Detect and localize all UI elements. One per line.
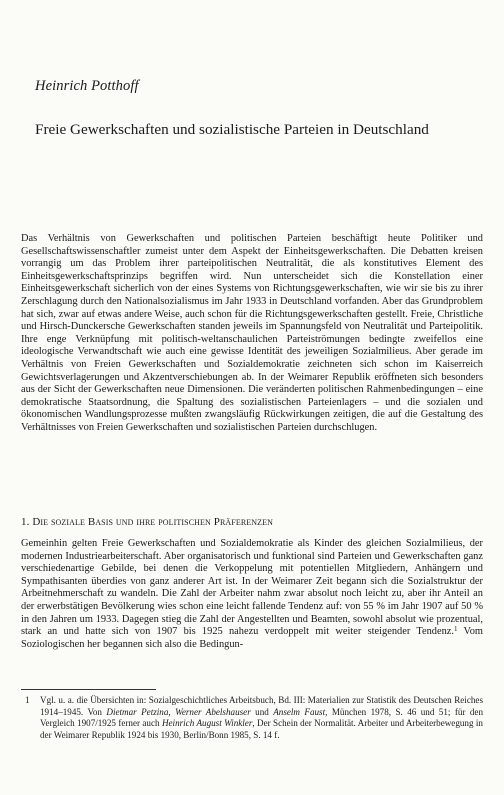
body-paragraph xyxy=(21,538,483,651)
section-title: Die soziale Basis und ihre politischen Präferenzen xyxy=(32,516,273,528)
footnote xyxy=(21,695,483,741)
footnote-seg-1: Vgl. u. a. die Übersichten in: Sozialgeschichtliches Arbeitsbuch, Bd. III: Materialien zur Statistik des Deutschen Reiches 1914–1945. Von xyxy=(40,695,483,717)
author-name: Heinrich Potthoff xyxy=(35,78,139,94)
footnote-number: 1 xyxy=(25,695,30,705)
footnote-seg-2: und xyxy=(250,706,274,717)
footnote-divider xyxy=(21,689,156,690)
footnote-seg-4: , Der Schein der Normalität. Arbeiter und Arbeiterbewegung in der Weimarer Republik 1924 bis 1930, Berlin/Bonn 1985, S. 14 f. xyxy=(40,718,483,740)
abstract-paragraph: Das Verhältnis von Gewerkschaften und politischen Parteien beschäftigt heute Politiker und Gesellschaftswissenschaftler zumeist unter dem Aspekt der Einheitsgewerkschaften. Die Debatten kreisen vorrangig um das Problem ihrer parteipolitischen Neutralität, die als konstitutives Element des Einheitsgewerkschaftsprinzips begriffen wird. Nun unterscheidet sich die Konstellation einer Einheitsgewerkschaft sicherlich von der eines Systems von Richtungsgewerkschaften, wie wir sie bis zu ihrer Zerschlagung durch den Nationalsozialismus im Jahr 1933 in Deutschland vorfanden. Aber das Grundproblem hat sich, zwar auf etwas andere Weise, auch schon für die Richtungsgewerkschaften gestellt. Freie, Christliche und Hirsch-Dunckersche Gewerkschaften standen jeweils im Spannungsfeld von Neutralität und Parteipolitik. Ihre enge Verknüpfung mit politisch-weltanschaulichen Parteiströmungen bedingte zweifellos eine ideologische Verwandtschaft wie auch eine gewisse Identität des jeweiligen Sozialmilieus. Aber gerade im Verhältnis von Freien Gewerkschaften und Sozialdemokratie zeichneten sich schon im Kaiserreich Gewichtsverlagerungen und Akzentverschiebungen ab. In der Weimarer Republik eröffneten sich besonders aus der Sicht der Gewerkschaften neue Dimensionen. Die veränderten politischen Rahmenbedingungen – eine demokratische Staatsordnung, die Spaltung des sozialistischen Parteienlagers – und die sozialen und ökonomischen Wandlungsprozesse mußten zwangsläufig Rückwirkungen zeitigen, die auf die Gestaltung des Verhältnisses von Freien Gewerkschaften und sozialistischen Parteien durchschlugen. xyxy=(21,233,483,433)
footnote-author: Heinrich August Winkler xyxy=(161,718,253,729)
article-title: Freie Gewerkschaften und sozialistische Parteien in Deutschland xyxy=(35,121,429,138)
footnote-editors-2: Anselm Faust xyxy=(273,706,326,717)
body-text-part-2: Vom Soziologischen her begannen sich also die Bedingun- xyxy=(21,626,483,650)
section-number: 1. xyxy=(21,516,30,528)
section-heading xyxy=(21,516,273,528)
footnote-reference[interactable]: 1 xyxy=(454,625,458,634)
body-text-part-1: Gemeinhin gelten Freie Gewerkschaften und Sozialdemokratie als Kinder des gleichen Sozialmilieus, der modernen Industriearbeiterschaft. Aber organisatorisch und funktional sind Parteien und Gewerkschaften ganz verschiedenartige Gebilde, bei denen die Verkoppelung mit potentiellen Mitgliedern, Anhängern und Sympathisanten überdies von ganz anderer Art ist. In der Weimarer Zeit begann sich die Sozialstruktur der Arbeitnehmerschaft zu wandeln. Die Zahl der Arbeiter nahm zwar absolut noch leicht zu, aber ihr Anteil an der erwerbstätigen Bevölkerung wies schon eine leicht fallende Tendenz auf: von 55 % im Jahr 1907 auf 50 % in den Jahren um 1933. Dagegen stieg die Zahl der Angestellten und Beamten, sowohl absolut wie prozentual, stark an und hatte sich von 1907 bis 1925 nahezu verdoppelt mit weiter steigender Tendenz. xyxy=(21,538,483,638)
footnote-editors-1: Dietmar Petzina, Werner Abelshauser xyxy=(106,706,251,717)
footnote-text xyxy=(40,695,483,741)
footnote-seg-3: , München 1978, S. 46 und 51; für den Vergleich 1907/1925 ferner auch xyxy=(40,706,483,729)
